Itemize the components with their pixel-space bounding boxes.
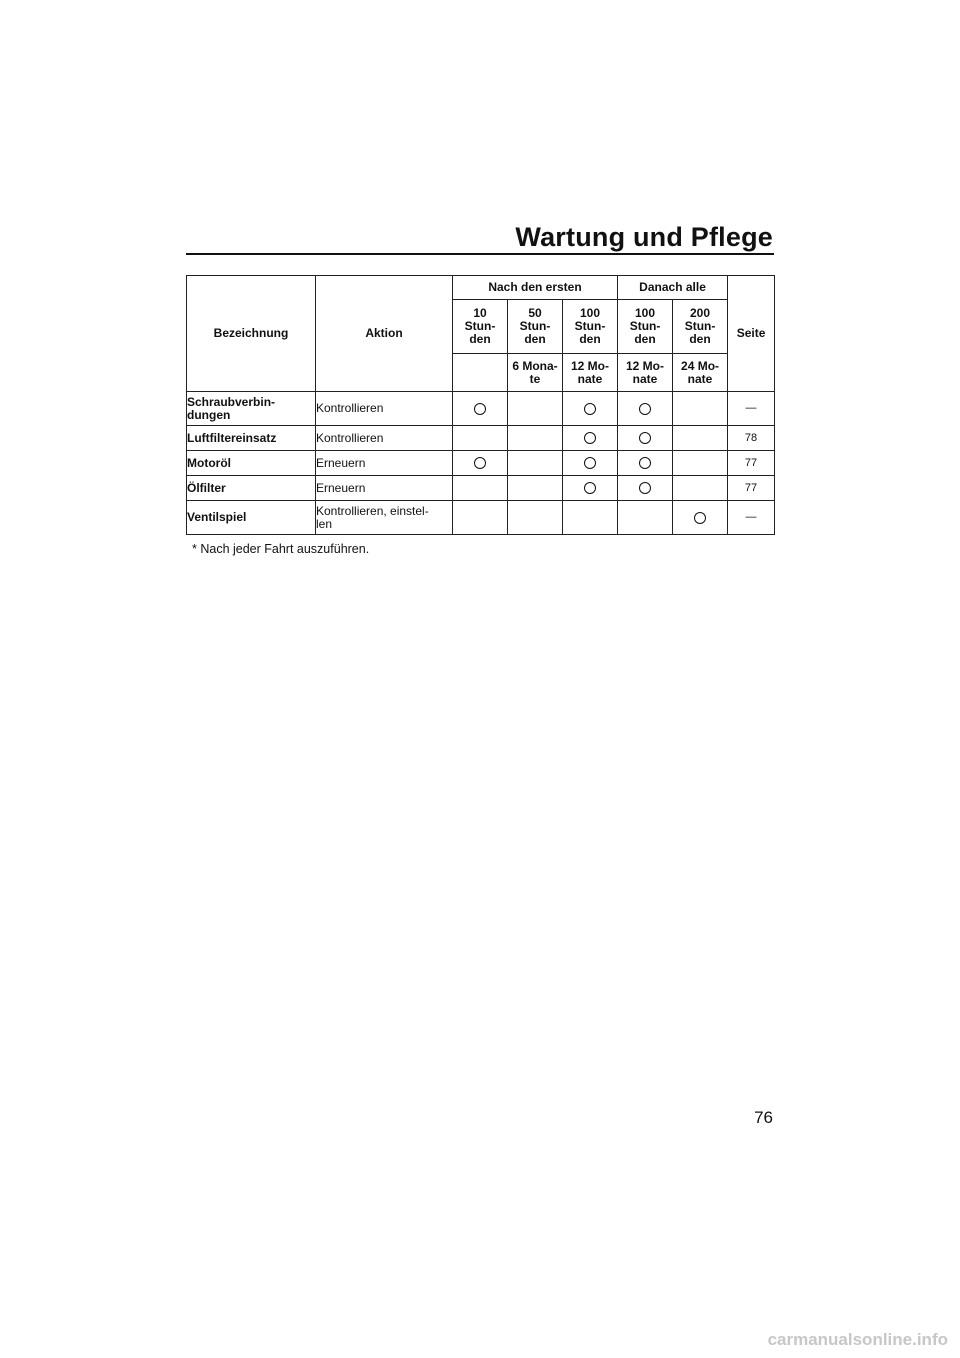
row-page: 77 <box>728 451 775 476</box>
circle-mark-icon <box>639 482 651 494</box>
interval-cell <box>673 476 728 501</box>
interval-cell <box>673 501 728 535</box>
interval-cell <box>563 451 618 476</box>
footnote: * Nach jeder Fahrt auszuführen. <box>192 542 370 556</box>
row-action: Kontrollieren <box>316 392 453 426</box>
header-action: Aktion <box>316 276 453 392</box>
circle-mark-icon <box>584 432 596 444</box>
circle-mark-icon <box>639 457 651 469</box>
interval-cell <box>618 476 673 501</box>
circle-mark-icon <box>639 432 651 444</box>
row-action: Erneuern <box>316 451 453 476</box>
table-row <box>187 501 775 535</box>
interval-cell <box>618 392 673 426</box>
circle-mark-icon <box>474 457 486 469</box>
header-months: 24 Mo- nate <box>673 354 728 392</box>
interval-cell <box>673 392 728 426</box>
interval-cell <box>563 426 618 451</box>
circle-mark-icon <box>639 403 651 415</box>
circle-mark-icon <box>474 403 486 415</box>
row-action: Erneuern <box>316 476 453 501</box>
maintenance-table <box>186 275 775 535</box>
interval-cell <box>508 501 563 535</box>
title-rule <box>186 253 774 255</box>
interval-cell <box>508 451 563 476</box>
header-hours: 200 Stun- den <box>673 300 728 354</box>
interval-cell <box>563 501 618 535</box>
header-group-after: Danach alle <box>618 276 728 300</box>
row-page: 77 <box>728 476 775 501</box>
interval-cell <box>563 476 618 501</box>
interval-cell <box>508 392 563 426</box>
header-hours: 100 Stun- den <box>563 300 618 354</box>
row-name: Motoröl <box>187 451 316 476</box>
interval-cell <box>563 392 618 426</box>
header-months: 12 Mo- nate <box>618 354 673 392</box>
interval-cell <box>453 501 508 535</box>
interval-cell <box>673 426 728 451</box>
watermark: carmanualsonline.info <box>767 1330 948 1349</box>
header-months: 12 Mo- nate <box>563 354 618 392</box>
circle-mark-icon <box>584 457 596 469</box>
row-page: — <box>728 501 775 535</box>
header-hours: 100 Stun- den <box>618 300 673 354</box>
interval-cell <box>453 426 508 451</box>
interval-cell <box>618 451 673 476</box>
interval-cell <box>453 451 508 476</box>
interval-cell <box>453 476 508 501</box>
header-hours: 50 Stun- den <box>508 300 563 354</box>
interval-cell <box>673 451 728 476</box>
table-row <box>187 476 775 501</box>
circle-mark-icon <box>584 403 596 415</box>
row-page: 78 <box>728 426 775 451</box>
table-row <box>187 426 775 451</box>
row-name: Schraubverbin- dungen <box>187 392 316 426</box>
row-name: Ölfilter <box>187 476 316 501</box>
interval-cell <box>508 426 563 451</box>
interval-cell <box>453 392 508 426</box>
header-months <box>453 354 508 392</box>
row-name: Luftfiltereinsatz <box>187 426 316 451</box>
header-name: Bezeichnung <box>187 276 316 392</box>
table-body <box>187 392 775 535</box>
header-page: Seite <box>728 276 775 392</box>
row-action: Kontrollieren, einstel- len <box>316 501 453 535</box>
interval-cell <box>618 501 673 535</box>
page-title: Wartung und Pflege <box>515 222 773 252</box>
interval-cell <box>618 426 673 451</box>
table-row <box>187 392 775 426</box>
header-hours: 10 Stun- den <box>453 300 508 354</box>
row-page: — <box>728 392 775 426</box>
page-number: 76 <box>754 1108 773 1127</box>
table-row <box>187 451 775 476</box>
circle-mark-icon <box>694 512 706 524</box>
circle-mark-icon <box>584 482 596 494</box>
header-group-first: Nach den ersten <box>453 276 618 300</box>
row-name: Ventilspiel <box>187 501 316 535</box>
row-action: Kontrollieren <box>316 426 453 451</box>
interval-cell <box>508 476 563 501</box>
header-months: 6 Mona- te <box>508 354 563 392</box>
